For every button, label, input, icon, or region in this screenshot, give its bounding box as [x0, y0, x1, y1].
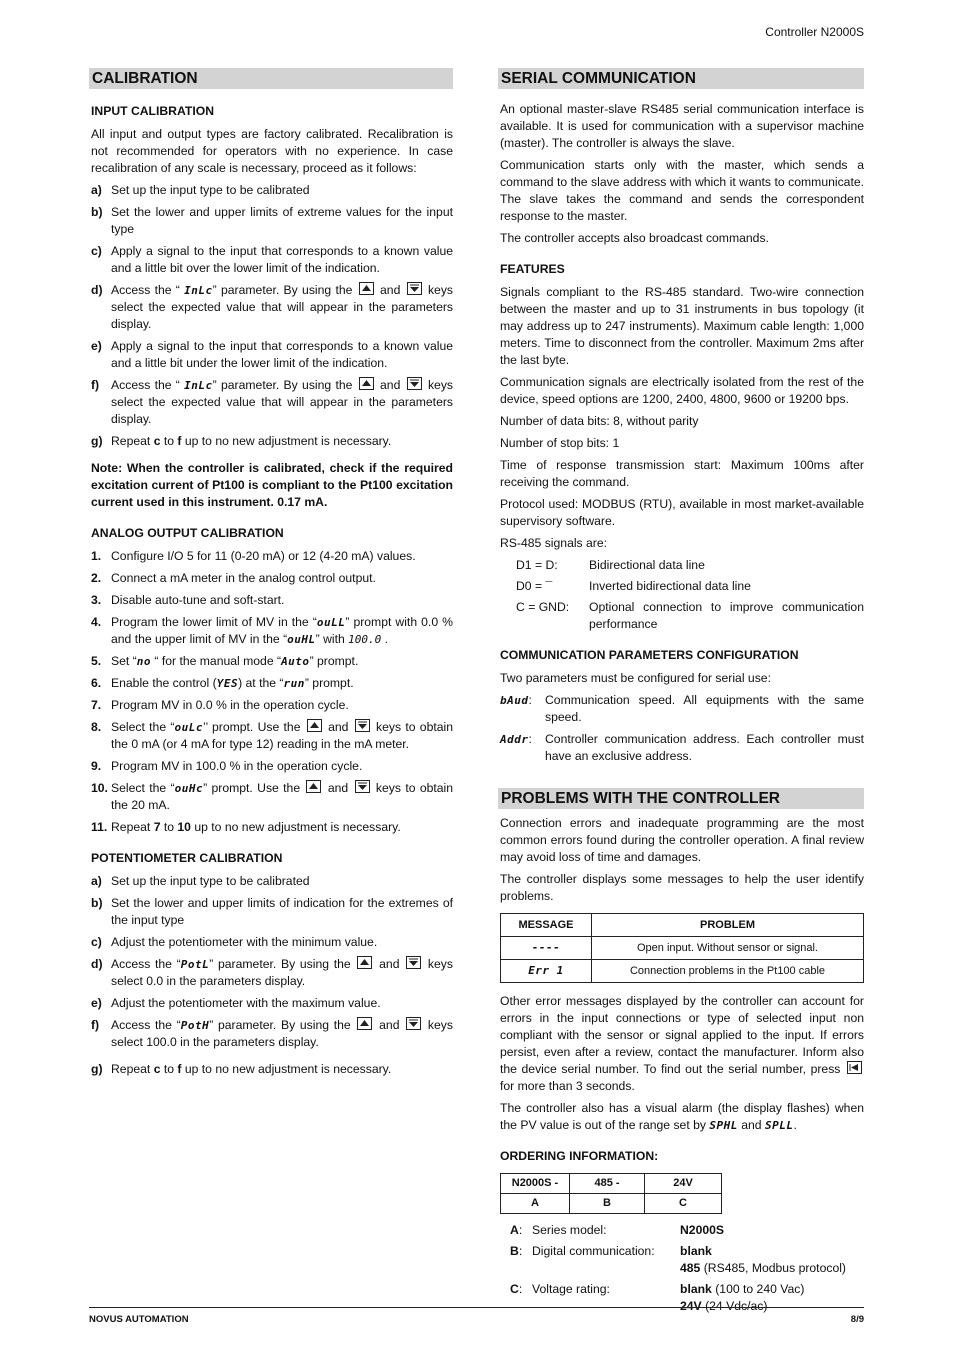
pt100-note: Note: When the controller is calibrated, check if the required excitation current of Pt100 is compliant to the Pt100 excitation current used in this instrument. 0.17 mA.	[91, 461, 453, 509]
ordering-item: C: Voltage rating: blank (100 to 240 Vac) 24V (24 Vdc/ac)	[510, 1282, 805, 1313]
features-heading: FEATURES	[500, 262, 565, 276]
up-key-icon	[307, 719, 322, 732]
list-item: 6. Enable the control (YES) at the “run” prompt.	[91, 676, 354, 690]
down-key-icon	[355, 780, 370, 793]
comm-config-intro: Two parameters must be configured for serial use:	[500, 671, 771, 685]
list-item: 11. Repeat 7 to 10 up to no new adjustment is necessary.	[91, 820, 401, 834]
left-column	[89, 68, 453, 1083]
list-item: d) Access the “PotL” parameter. By using the and keys select 0.0 in the parameters display.	[91, 957, 453, 988]
param-addr: Addr: Controller communication address. Each controller must have an exclusive address.	[500, 732, 864, 763]
serial-paragraph: An optional master-slave RS485 serial communication interface is available. It is used for communication with a supervisor machine (master). The controller is always the slave.	[500, 102, 864, 150]
table-row: ---- Open input. Without sensor or signal.	[501, 937, 864, 960]
signal-row: D1 = D: Bidirectional data line	[516, 558, 705, 572]
list-item: 1. Configure I/O 5 for 11 (0-20 mA) or 12 (4-20 mA) values.	[91, 549, 416, 563]
right-column	[498, 68, 864, 1319]
serial-paragraph: The controller accepts also broadcast commands.	[500, 231, 769, 245]
problems-paragraph: The controller also has a visual alarm (the display flashes) when the PV value is out of the range set by SPHL and SPLL.	[500, 1101, 864, 1132]
list-item: 4. Program the lower limit of MV in the “ouLL” prompt with 0.0 % and the upper limit of MV in the “ouHL” with 100.0 .	[91, 615, 453, 646]
input-calibration-steps	[91, 182, 453, 450]
list-item: 5. Set “no “ for the manual mode “Auto” prompt.	[91, 654, 359, 668]
input-calibration-intro: All input and output types are factory calibrated. Recalibration is not recommended for operators with no experience. In case recalibration of any scale is necessary, proceed as it follows:	[91, 127, 453, 175]
analog-calibration-steps	[91, 548, 453, 836]
lcd-text: InLc	[184, 284, 213, 297]
list-item: 7. Program MV in 0.0 % in the operation cycle.	[91, 698, 349, 712]
potentiometer-calibration-heading: POTENTIOMETER CALIBRATION	[91, 851, 283, 865]
section-title-calibration: CALIBRATION	[89, 68, 453, 89]
ordering-item: B: Digital communication: blank 485 (RS485, Modbus protocol)	[510, 1244, 846, 1275]
up-key-icon	[357, 956, 372, 969]
feature-paragraph: Time of response transmission start: Maximum 100ms after receiving the command.	[500, 458, 864, 489]
signal-row: D0 = ¯ Inverted bidirectional data line	[516, 579, 751, 593]
list-item: b) Set the lower and upper limits of extreme values for the input type	[91, 205, 453, 236]
up-key-icon	[357, 1017, 372, 1030]
feature-paragraph: Communication signals are electrically isolated from the rest of the device, speed options are 1200, 2400, 4800, 9600 or 19200 bps.	[500, 375, 864, 406]
serial-paragraph: Communication starts only with the master, which sends a command to the slave address with which it wants to communicate. The slave takes the command and sends the correspondent response to the master.	[500, 158, 864, 223]
list-item: c) Adjust the potentiometer with the minimum value.	[91, 935, 378, 949]
list-item: 10. Select the “ouHc” prompt. Use the and keys to obtain the 20 mA.	[91, 781, 454, 812]
down-key-icon	[407, 377, 422, 390]
ordering-table	[500, 1173, 722, 1214]
lcd-text: InLc	[184, 379, 213, 392]
up-key-icon	[359, 282, 374, 295]
analog-calibration-heading: ANALOG OUTPUT CALIBRATION	[91, 526, 284, 540]
feature-paragraph: Signals compliant to the RS-485 standard. Two-wire connection between the master and up to 31 instruments in bus topology (it may address up to 247 instruments). Maximum cable length: 1,000 meters. Time to disconnect from the controller. Maximum 2ms after the last byte.	[500, 285, 864, 367]
table-row: Err 1 Connection problems in the Pt100 cable	[501, 960, 864, 983]
list-item: f) Access the “ InLc” parameter. By using the and keys select the expected value that will appear in the parameters display.	[91, 378, 454, 426]
list-item: d) Access the “ InLc” parameter. By using the and keys select the expected value that will appear in the parameters display.	[91, 283, 454, 331]
table-row: N2000S - 485 - 24V	[501, 1174, 722, 1194]
signal-row: C = GND: Optional connection to improve communication performance	[516, 600, 864, 631]
up-key-icon	[359, 377, 374, 390]
problems-paragraph: Other error messages displayed by the controller can account for errors in the input connections or type of selected input non compliant with the sensor or signal applied to the input. If errors persist, even after a review, contact the manufacturer. Inform also the device serial number. To find out the serial number, press for more than 3 seconds.	[500, 994, 864, 1093]
list-item: a) Set up the input type to be calibrated	[91, 183, 310, 197]
list-item: 9. Program MV in 100.0 % in the operation cycle.	[91, 759, 363, 773]
list-item: g) Repeat c to f up to no new adjustment is necessary.	[91, 1062, 392, 1076]
feature-paragraph: Number of data bits: 8, without parity	[500, 414, 699, 428]
problems-paragraph: The controller displays some messages to help the user identify problems.	[500, 872, 864, 903]
ordering-item: A: Series model: N2000S	[510, 1223, 725, 1237]
feature-paragraph: Protocol used: MODBUS (RTU), available in most market-available supervisory software.	[500, 497, 864, 528]
list-item: e) Adjust the potentiometer with the maximum value.	[91, 996, 381, 1010]
back-key-icon	[847, 1061, 862, 1074]
footer-divider	[89, 1307, 864, 1308]
potentiometer-calibration-steps	[91, 873, 453, 1078]
list-item: 8. Select the “ouLc’’ prompt. Use the and keys to obtain the 0 mA (or 4 mA for type 12) reading in the mA meter.	[91, 720, 454, 751]
feature-paragraph: RS-485 signals are:	[500, 536, 608, 550]
list-item: g) Repeat c to f up to no new adjustment is necessary.	[91, 434, 392, 448]
section-title-serial: SERIAL COMMUNICATION	[498, 68, 864, 89]
footer-page-number: 8/9	[850, 1314, 864, 1325]
down-key-icon	[406, 1017, 421, 1030]
list-item: f) Access the “PotH” parameter. By using the and keys select 100.0 in the parameters display.	[91, 1018, 453, 1049]
down-key-icon	[355, 719, 370, 732]
list-item: c) Apply a signal to the input that corresponds to a known value and a little bit over the lower limit of the indication.	[91, 244, 453, 275]
comm-config-heading: COMMUNICATION PARAMETERS CONFIGURATION	[500, 648, 799, 662]
problems-paragraph: Connection errors and inadequate programming are the most common errors found during the controller operation. A final review may avoid loss of time and damages.	[500, 816, 864, 864]
message-table	[500, 913, 864, 983]
list-item: e) Apply a signal to the input that corresponds to a known value and a little bit under the lower limit of the indication.	[91, 339, 453, 370]
up-key-icon	[306, 780, 321, 793]
down-key-icon	[406, 956, 421, 969]
table-row: A B C	[501, 1194, 722, 1214]
table-row: MESSAGE PROBLEM	[501, 914, 864, 937]
footer-company: NOVUS AUTOMATION	[89, 1314, 189, 1325]
list-item: 2. Connect a mA meter in the analog control output.	[91, 571, 376, 585]
list-item: b) Set the lower and upper limits of indication for the extremes of the input type	[91, 896, 453, 927]
ordering-heading: ORDERING INFORMATION:	[500, 1149, 659, 1163]
section-title-problems: PROBLEMS WITH THE CONTROLLER	[498, 788, 864, 809]
down-key-icon	[407, 282, 422, 295]
param-baud: bAud: Communication speed. All equipments with the same speed.	[500, 693, 864, 724]
feature-paragraph: Number of stop bits: 1	[500, 436, 620, 450]
list-item: 3. Disable auto-tune and soft-start.	[91, 593, 285, 607]
list-item: a) Set up the input type to be calibrated	[91, 874, 310, 888]
input-calibration-heading: INPUT CALIBRATION	[91, 104, 214, 118]
page-header: Controller N2000S	[765, 25, 864, 39]
